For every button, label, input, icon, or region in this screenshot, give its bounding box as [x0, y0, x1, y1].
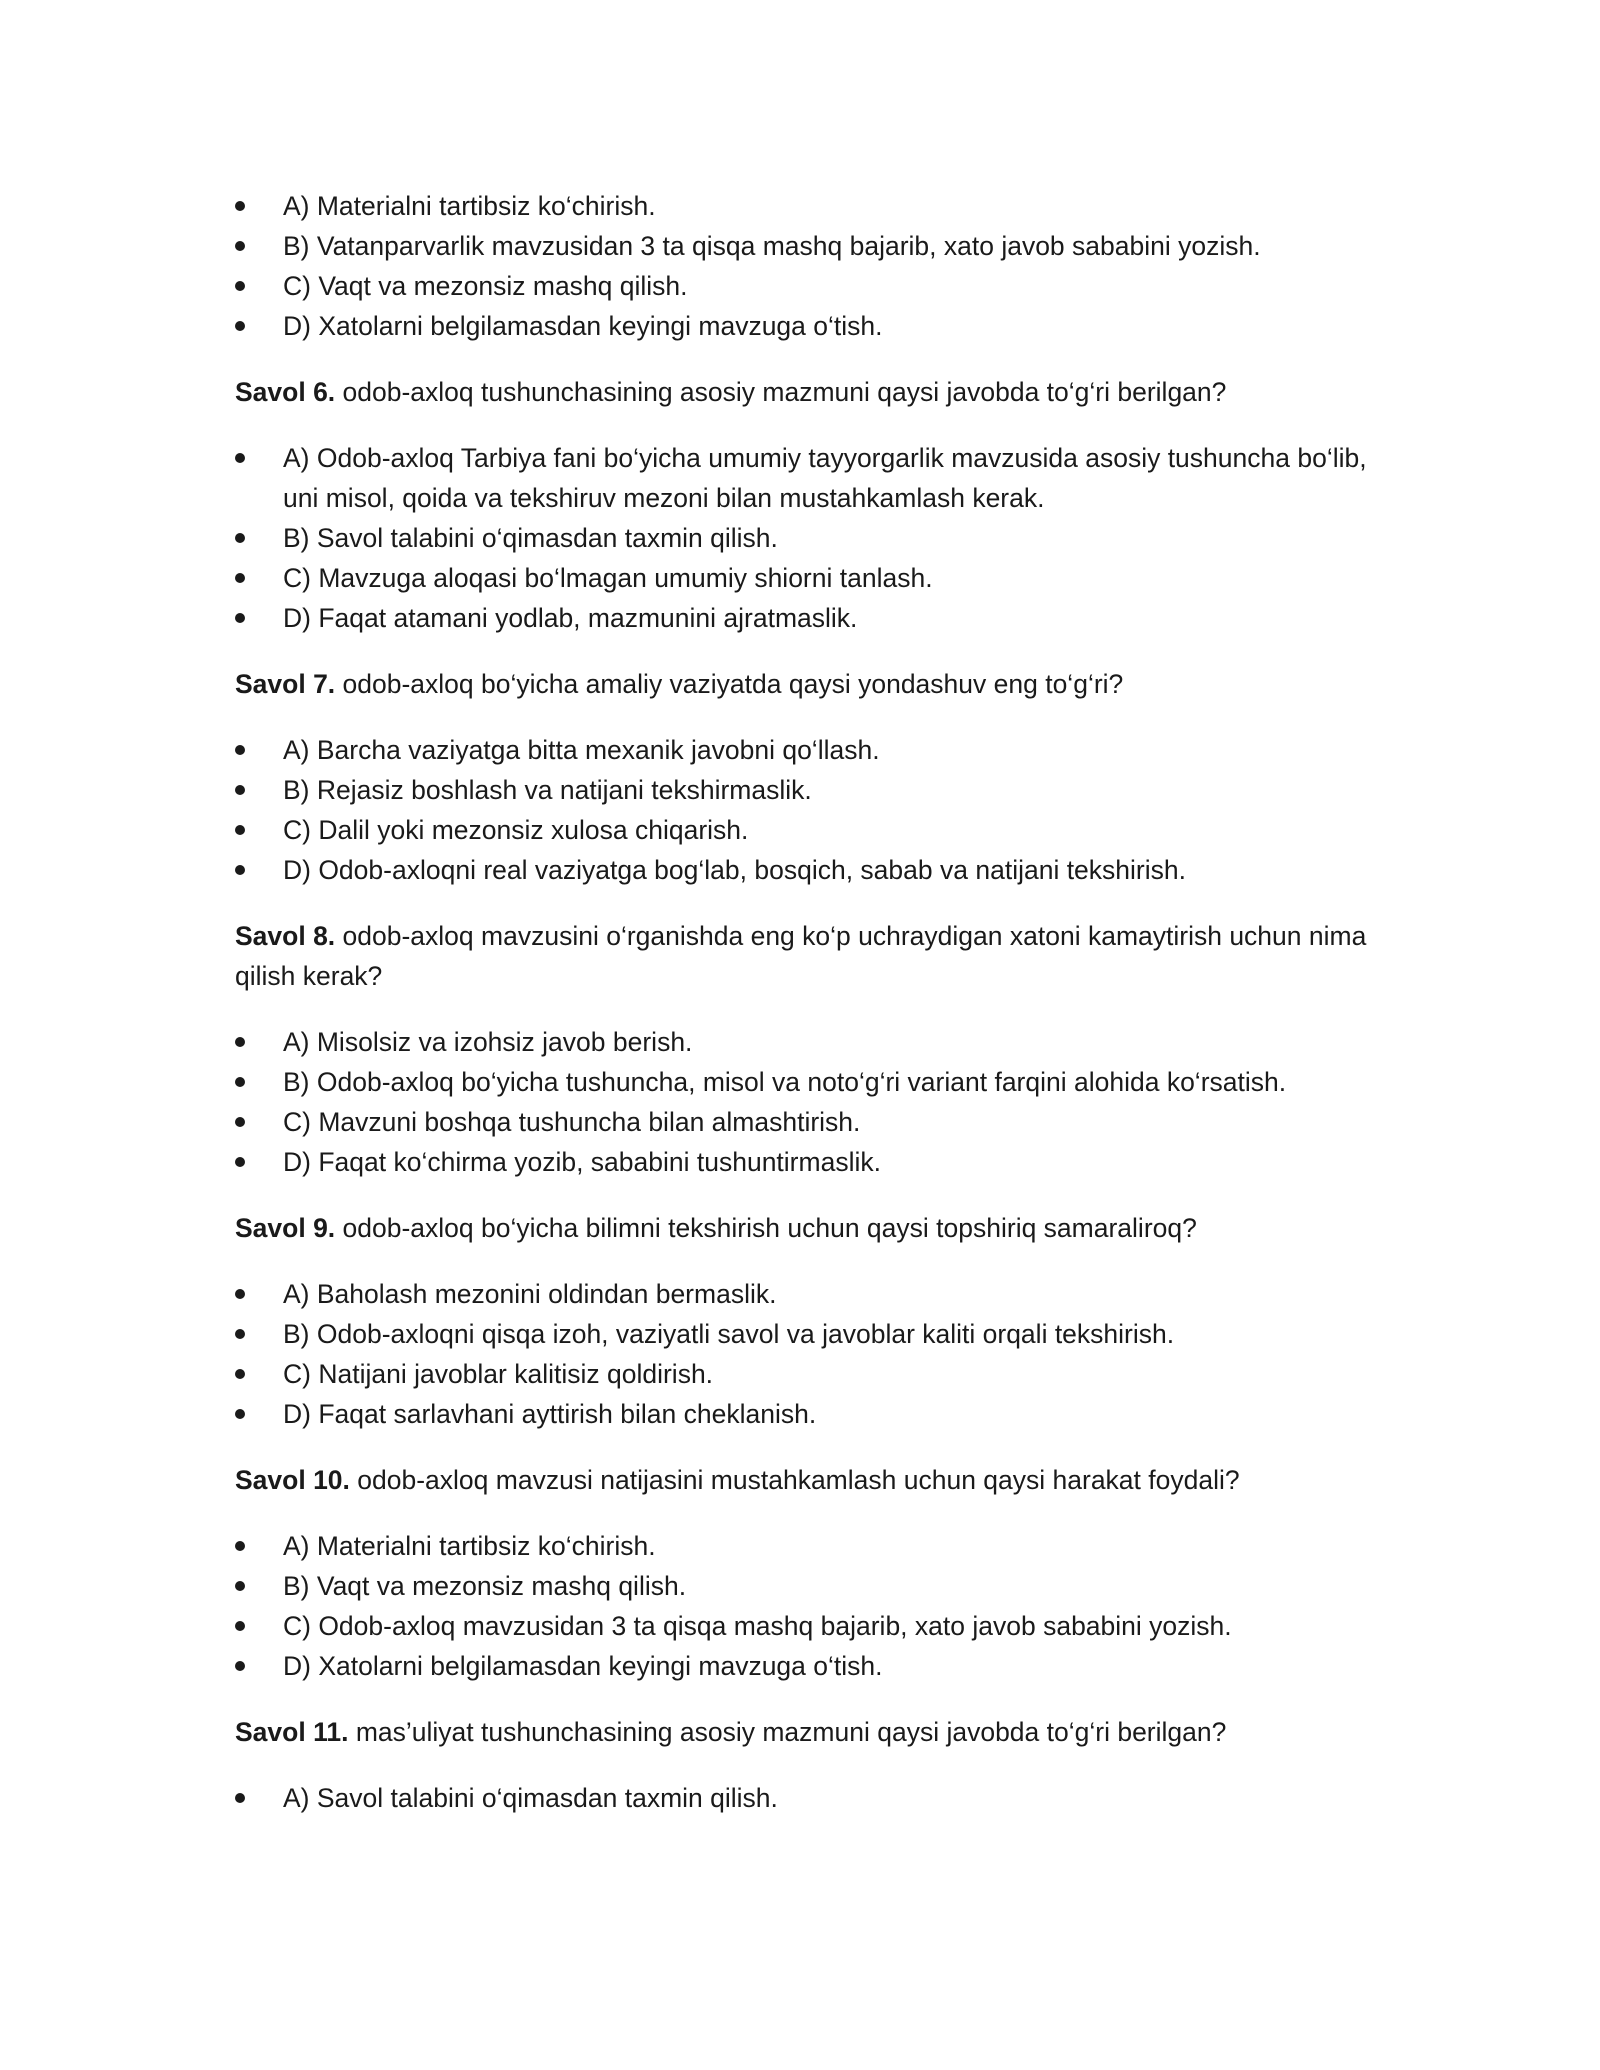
option-item: D) Faqat atamani yodlab, mazmunini ajratmaslik.: [235, 598, 1395, 638]
question-text: odob-axloq tushunchasining asosiy mazmuni qaysi javobda to‘g‘ri berilgan?: [335, 377, 1227, 407]
option-item: D) Faqat ko‘chirma yozib, sababini tushuntirmaslik.: [235, 1142, 1395, 1182]
question-10: [235, 1460, 1395, 1500]
question-text: odob-axloq bo‘yicha amaliy vaziyatda qaysi yondashuv eng to‘g‘ri?: [335, 669, 1124, 699]
option-item: B) Odob-axloqni qisqa izoh, vaziyatli savol va javoblar kaliti orqali tekshirish.: [235, 1314, 1395, 1354]
question-6: [235, 372, 1395, 412]
question-label: Savol 9.: [235, 1213, 336, 1243]
option-item: C) Odob-axloq mavzusidan 3 ta qisqa mashq bajarib, xato javob sababini yozish.: [235, 1606, 1395, 1646]
option-item: A) Materialni tartibsiz ko‘chirish.: [235, 186, 1395, 226]
question-11: [235, 1712, 1395, 1752]
option-list: [235, 438, 1395, 638]
question-label: Savol 7.: [235, 669, 336, 699]
option-item: A) Materialni tartibsiz ko‘chirish.: [235, 1526, 1395, 1566]
option-item: B) Odob-axloq bo‘yicha tushuncha, misol va noto‘g‘ri variant farqini alohida ko‘rsatish.: [235, 1062, 1395, 1102]
option-item: C) Mavzuni boshqa tushuncha bilan almashtirish.: [235, 1102, 1395, 1142]
question-text: odob-axloq bo‘yicha bilimni tekshirish uchun qaysi topshiriq samaraliroq?: [335, 1213, 1197, 1243]
question-9: [235, 1208, 1395, 1248]
option-item: C) Mavzuga aloqasi bo‘lmagan umumiy shiorni tanlash.: [235, 558, 1395, 598]
option-item: D) Xatolarni belgilamasdan keyingi mavzuga o‘tish.: [235, 1646, 1395, 1686]
question-7: [235, 664, 1395, 704]
option-item: C) Vaqt va mezonsiz mashq qilish.: [235, 266, 1395, 306]
option-list: [235, 1274, 1395, 1434]
option-item: B) Rejasiz boshlash va natijani tekshirmaslik.: [235, 770, 1395, 810]
question-label: Savol 10.: [235, 1465, 350, 1495]
question-label: Savol 6.: [235, 377, 336, 407]
option-item: D) Xatolarni belgilamasdan keyingi mavzuga o‘tish.: [235, 306, 1395, 346]
option-list: [235, 1778, 1395, 1818]
option-list: [235, 186, 1395, 346]
option-item: A) Savol talabini o‘qimasdan taxmin qilish.: [235, 1778, 1395, 1818]
option-item: B) Vaqt va mezonsiz mashq qilish.: [235, 1566, 1395, 1606]
option-item: C) Dalil yoki mezonsiz xulosa chiqarish.: [235, 810, 1395, 850]
question-text: mas’uliyat tushunchasining asosiy mazmuni qaysi javobda to‘g‘ri berilgan?: [348, 1717, 1227, 1747]
option-item: A) Odob-axloq Tarbiya fani bo‘yicha umumiy tayyorgarlik mavzusida asosiy tushuncha bo‘lib, uni misol, qoida va tekshiruv mezoni bilan mustahkamlash kerak.: [235, 438, 1395, 518]
question-text: odob-axloq mavzusini o‘rganishda eng ko‘p uchraydigan xatoni kamaytirish uchun nima qilish kerak?: [235, 921, 1367, 991]
question-label: Savol 8.: [235, 921, 336, 951]
question-label: Savol 11.: [235, 1717, 349, 1747]
option-item: B) Vatanparvarlik mavzusidan 3 ta qisqa mashq bajarib, xato javob sababini yozish.: [235, 226, 1395, 266]
option-item: B) Savol talabini o‘qimasdan taxmin qilish.: [235, 518, 1395, 558]
question-8: [235, 916, 1395, 996]
option-item: A) Baholash mezonini oldindan bermaslik.: [235, 1274, 1395, 1314]
option-item: D) Odob-axloqni real vaziyatga bog‘lab, bosqich, sabab va natijani tekshirish.: [235, 850, 1395, 890]
option-item: A) Misolsiz va izohsiz javob berish.: [235, 1022, 1395, 1062]
question-text: odob-axloq mavzusi natijasini mustahkamlash uchun qaysi harakat foydali?: [349, 1465, 1240, 1495]
option-item: D) Faqat sarlavhani ayttirish bilan cheklanish.: [235, 1394, 1395, 1434]
document-page: [235, 186, 1395, 1818]
option-list: [235, 1022, 1395, 1182]
option-item: A) Barcha vaziyatga bitta mexanik javobni qo‘llash.: [235, 730, 1395, 770]
option-list: [235, 1526, 1395, 1686]
option-item: C) Natijani javoblar kalitisiz qoldirish.: [235, 1354, 1395, 1394]
option-list: [235, 730, 1395, 890]
